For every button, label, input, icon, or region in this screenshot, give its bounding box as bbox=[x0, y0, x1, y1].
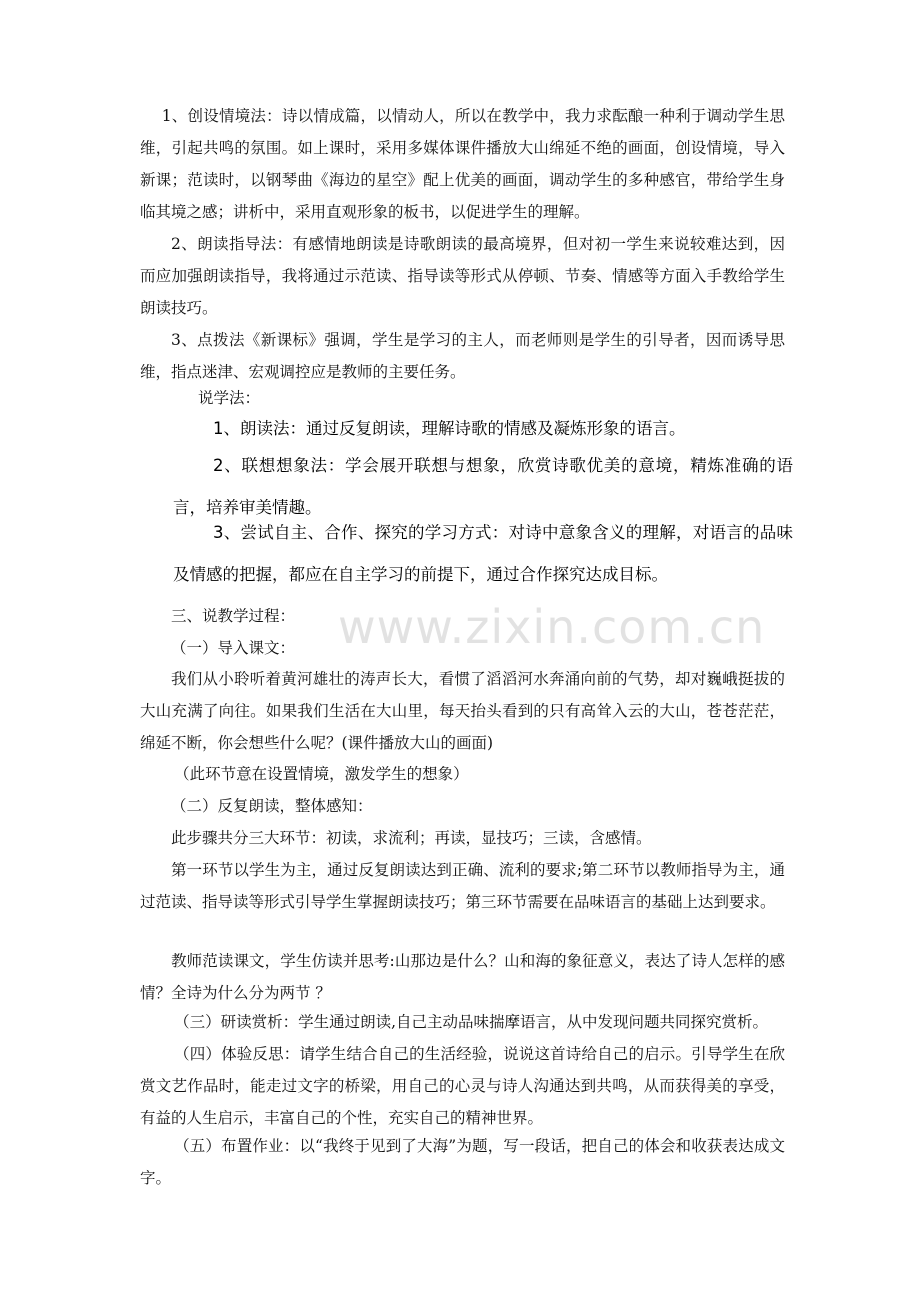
paragraph-intro-text: 我们从小聆听着黄河雄壮的涛声长大，看惯了滔滔河水奔涌向前的气势，却对巍峨挺拔的大山充满了向往。如果我们生活在大山里，每天抬头看到的只有高耸入云的大山，苍苍茫茫，绵延不断，你会想些什么呢？(课件播放大山的画面) bbox=[140, 670, 785, 752]
paragraph-homework: （五）布置作业：以“我终于见到了大海”为题，写一段话，把自己的体会和收获表达成文字。 bbox=[140, 1137, 785, 1187]
paragraph-study-reading: 1、朗读法：通过反复朗读，理解诗歌的情感及凝炼形象的语言。 bbox=[213, 419, 686, 438]
heading-intro: （一）导入课文： bbox=[171, 639, 296, 657]
paragraph-method-hint: 3、点拨法《新课标》强调，学生是学习的主人，而老师则是学生的引导者，因而诱导思维，指点迷津、宏观调控应是教师的主要任务。 bbox=[140, 331, 785, 381]
paragraph-method-situation: 1、创设情境法：诗以情成篇，以情动人，所以在教学中，我力求酝酿一种利于调动学生思维，引起共鸣的氛围。如上课时，采用多媒体课件播放大山绵延不绝的画面，创设情境，导入新课；范读时，以钢琴曲《海边的星空》配上优美的画面，调动学生的多种感官，带给学生身临其境之感；讲析中，采用直观形象的板书，以促进学生的理解。 bbox=[140, 107, 785, 221]
heading-teaching-process: 三、说教学过程： bbox=[171, 607, 296, 625]
paragraph-model-reading: 教师范读课文，学生仿读并思考:山那边是什么？山和海的象征意义，表达了诗人怎样的感情？全诗为什么分为两节 ？ bbox=[140, 952, 785, 1002]
paragraph-reflection: （四）体验反思：请学生结合自己的生活经验，说说这首诗给自己的启示。引导学生在欣赏文艺作品时，能走过文字的桥梁，用自己的心灵与诗人沟通达到共鸣，从而获得美的享受，有益的人生启示，丰富自己的个性，充实自己的精神世界。 bbox=[140, 1045, 785, 1127]
paragraph-three-steps: 此步骤共分三大环节：初读，求流利；再读，显技巧；三读，含感情。 bbox=[171, 829, 652, 847]
heading-study-method: 说学法： bbox=[198, 389, 261, 407]
paragraph-step-details: 第一环节以学生为主，通过反复朗读达到正确、流利的要求;第二环节以教师指导为主，通过范读、指导读等形式引导学生掌握朗读技巧；第三环节需要在品味语言的基础上达到要求。 bbox=[140, 861, 785, 911]
paragraph-study-autonomy: 3、尝试自主、合作、探究的学习方式：对诗中意象含义的理解，对语言的品味及情感的把握，都应在自主学习的前提下，通过合作探究达成目标。 bbox=[173, 523, 793, 584]
heading-repeat-reading: （二）反复朗读，整体感知： bbox=[171, 797, 373, 815]
watermark: www.zixin.com.cn bbox=[338, 600, 766, 654]
paragraph-method-reading-guide: 2、朗读指导法：有感情地朗读是诗歌朗读的最高境界，但对初一学生来说较难达到，因而应加强朗读指导，我将通过示范读、指导读等形式从停顿、节奏、情感等方面入手教给学生朗读技巧。 bbox=[140, 235, 785, 317]
paragraph-analysis: （三）研读赏析：学生通过朗读,自己主动品味揣摩语言，从中发现问题共同探究赏析。 bbox=[174, 1013, 769, 1031]
paragraph-study-imagination: 2、联想想象法：学会展开联想与想象，欣赏诗歌优美的意境，精炼准确的语言，培养审美情趣。 bbox=[173, 456, 793, 517]
paragraph-intro-note: （此环节意在设置情境，激发学生的想象） bbox=[174, 765, 469, 783]
